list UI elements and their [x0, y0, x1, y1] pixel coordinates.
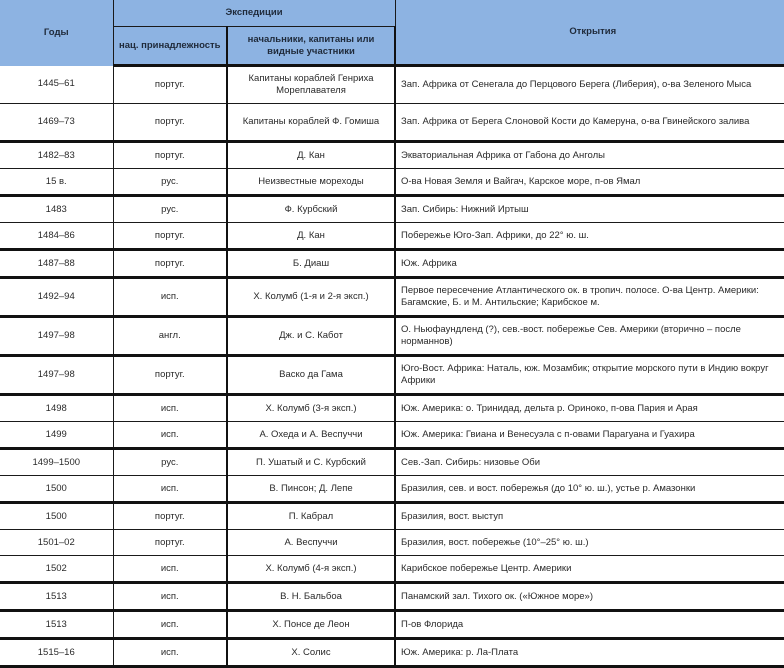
- cell-discoveries: Сев.-Зап. Сибирь: низовье Оби: [395, 449, 784, 476]
- cell-year: 1513: [0, 611, 113, 639]
- cell-leaders: Х. Колумб (3-я эксп.): [227, 395, 395, 422]
- cell-year: 15 в.: [0, 169, 113, 196]
- table-row: [0, 223, 784, 250]
- cell-leaders: Б. Диаш: [227, 250, 395, 278]
- cell-leaders: Д. Кан: [227, 142, 395, 169]
- table-row: [0, 530, 784, 556]
- cell-discoveries: Зап. Африка от Сенегала до Перцового Берега (Либерия), о-ва Зеленого Мыса: [395, 66, 784, 104]
- table-row: [0, 356, 784, 395]
- cell-nationality: рус.: [113, 196, 227, 223]
- cell-leaders: Дж. и С. Кабот: [227, 317, 395, 356]
- cell-discoveries: Юж. Америка: о. Тринидад, дельта р. Ориноко, п-ова Пария и Арая: [395, 395, 784, 422]
- cell-nationality: исп.: [113, 278, 227, 317]
- cell-leaders: Х. Колумб (4-я эксп.): [227, 556, 395, 583]
- table-row: [0, 104, 784, 142]
- cell-discoveries: Первое пересечение Атлантического ок. в тропич. полосе. О-ва Центр. Америки: Багамские, Б. и М. Антильские; Карибское м.: [395, 278, 784, 317]
- header-discoveries: Открытия: [395, 0, 784, 66]
- cell-year: 1483: [0, 196, 113, 223]
- cell-year: 1469–73: [0, 104, 113, 142]
- cell-nationality: португ.: [113, 104, 227, 142]
- table-row: [0, 556, 784, 583]
- cell-year: 1515–16: [0, 639, 113, 667]
- cell-discoveries: Юж. Америка: Гвиана и Венесуэла с п-овами Парагуана и Гуахира: [395, 422, 784, 449]
- table-row: [0, 611, 784, 639]
- cell-year: 1513: [0, 583, 113, 611]
- cell-leaders: Х. Солис: [227, 639, 395, 667]
- table-row: [0, 169, 784, 196]
- cell-leaders: А. Охеда и А. Веспуччи: [227, 422, 395, 449]
- cell-year: 1482–83: [0, 142, 113, 169]
- cell-nationality: англ.: [113, 317, 227, 356]
- cell-discoveries: О-ва Новая Земля и Вайгач, Карское море, п-ов Ямал: [395, 169, 784, 196]
- cell-year: 1497–98: [0, 317, 113, 356]
- cell-year: 1500: [0, 476, 113, 503]
- cell-nationality: рус.: [113, 169, 227, 196]
- table-row: [0, 422, 784, 449]
- table-row: [0, 395, 784, 422]
- cell-year: 1500: [0, 503, 113, 530]
- cell-nationality: португ.: [113, 503, 227, 530]
- cell-discoveries: Юж. Африка: [395, 250, 784, 278]
- cell-nationality: исп.: [113, 422, 227, 449]
- table-row: [0, 639, 784, 667]
- cell-leaders: В. Н. Бальбоа: [227, 583, 395, 611]
- cell-nationality: исп.: [113, 611, 227, 639]
- cell-nationality: исп.: [113, 583, 227, 611]
- cell-year: 1501–02: [0, 530, 113, 556]
- table-row: [0, 317, 784, 356]
- cell-discoveries: Бразилия, сев. и вост. побережья (до 10° ю. ш.), устье р. Амазонки: [395, 476, 784, 503]
- cell-discoveries: Зап. Африка от Берега Слоновой Кости до Камеруна, о-ва Гвинейского залива: [395, 104, 784, 142]
- cell-year: 1502: [0, 556, 113, 583]
- cell-leaders: Капитаны кораблей Генриха Мореплавателя: [227, 66, 395, 104]
- table-row: [0, 196, 784, 223]
- cell-nationality: португ.: [113, 250, 227, 278]
- table-row: [0, 476, 784, 503]
- cell-leaders: Д. Кан: [227, 223, 395, 250]
- cell-nationality: рус.: [113, 449, 227, 476]
- cell-nationality: португ.: [113, 356, 227, 395]
- cell-leaders: Ф. Курбский: [227, 196, 395, 223]
- cell-discoveries: Панамский зал. Тихого ок. («Южное море»): [395, 583, 784, 611]
- cell-year: 1499: [0, 422, 113, 449]
- table-row: [0, 142, 784, 169]
- cell-year: 1492–94: [0, 278, 113, 317]
- table-row: [0, 583, 784, 611]
- cell-discoveries: Юго-Вост. Африка: Наталь, юж. Мозамбик; открытие морского пути в Индию вокруг Африки: [395, 356, 784, 395]
- cell-discoveries: Карибское побережье Центр. Америки: [395, 556, 784, 583]
- cell-nationality: португ.: [113, 530, 227, 556]
- cell-nationality: португ.: [113, 66, 227, 104]
- table-header: [0, 0, 784, 66]
- cell-leaders: А. Веспуччи: [227, 530, 395, 556]
- cell-discoveries: Зап. Сибирь: Нижний Иртыш: [395, 196, 784, 223]
- cell-nationality: исп.: [113, 395, 227, 422]
- cell-year: 1499–1500: [0, 449, 113, 476]
- cell-nationality: португ.: [113, 223, 227, 250]
- cell-nationality: португ.: [113, 142, 227, 169]
- cell-nationality: исп.: [113, 639, 227, 667]
- cell-leaders: В. Пинсон; Д. Лепе: [227, 476, 395, 503]
- cell-discoveries: П-ов Флорида: [395, 611, 784, 639]
- cell-discoveries: Бразилия, вост. побережье (10°–25° ю. ш.): [395, 530, 784, 556]
- cell-discoveries: О. Ньюфаундленд (?), сев.-вост. побережье Сев. Америки (вторично – после норманнов): [395, 317, 784, 356]
- table-row: [0, 250, 784, 278]
- cell-leaders: Х. Колумб (1-я и 2-я эксп.): [227, 278, 395, 317]
- cell-leaders: Капитаны кораблей Ф. Гомиша: [227, 104, 395, 142]
- cell-year: 1484–86: [0, 223, 113, 250]
- header-leaders: начальники, капитаны или видные участники: [227, 27, 395, 66]
- cell-nationality: исп.: [113, 556, 227, 583]
- cell-discoveries: Бразилия, вост. выступ: [395, 503, 784, 530]
- cell-leaders: Х. Понсе де Леон: [227, 611, 395, 639]
- table-row: [0, 278, 784, 317]
- table-row: [0, 503, 784, 530]
- cell-nationality: исп.: [113, 476, 227, 503]
- cell-discoveries: Юж. Америка: р. Ла-Плата: [395, 639, 784, 667]
- table-row: [0, 66, 784, 104]
- header-years: Годы: [0, 0, 113, 66]
- table-row: [0, 449, 784, 476]
- cell-leaders: Васко да Гама: [227, 356, 395, 395]
- cell-year: 1445–61: [0, 66, 113, 104]
- header-expeditions: Экспедиции: [113, 0, 395, 27]
- cell-leaders: П. Кабрал: [227, 503, 395, 530]
- table-body: [0, 66, 784, 667]
- cell-discoveries: Экваториальная Африка от Габона до Анголы: [395, 142, 784, 169]
- cell-discoveries: Побережье Юго-Зап. Африки, до 22° ю. ш.: [395, 223, 784, 250]
- header-nationality: нац. принадлежность: [113, 27, 227, 66]
- cell-year: 1487–88: [0, 250, 113, 278]
- cell-leaders: Неизвестные мореходы: [227, 169, 395, 196]
- cell-year: 1498: [0, 395, 113, 422]
- cell-leaders: П. Ушатый и С. Курбский: [227, 449, 395, 476]
- cell-year: 1497–98: [0, 356, 113, 395]
